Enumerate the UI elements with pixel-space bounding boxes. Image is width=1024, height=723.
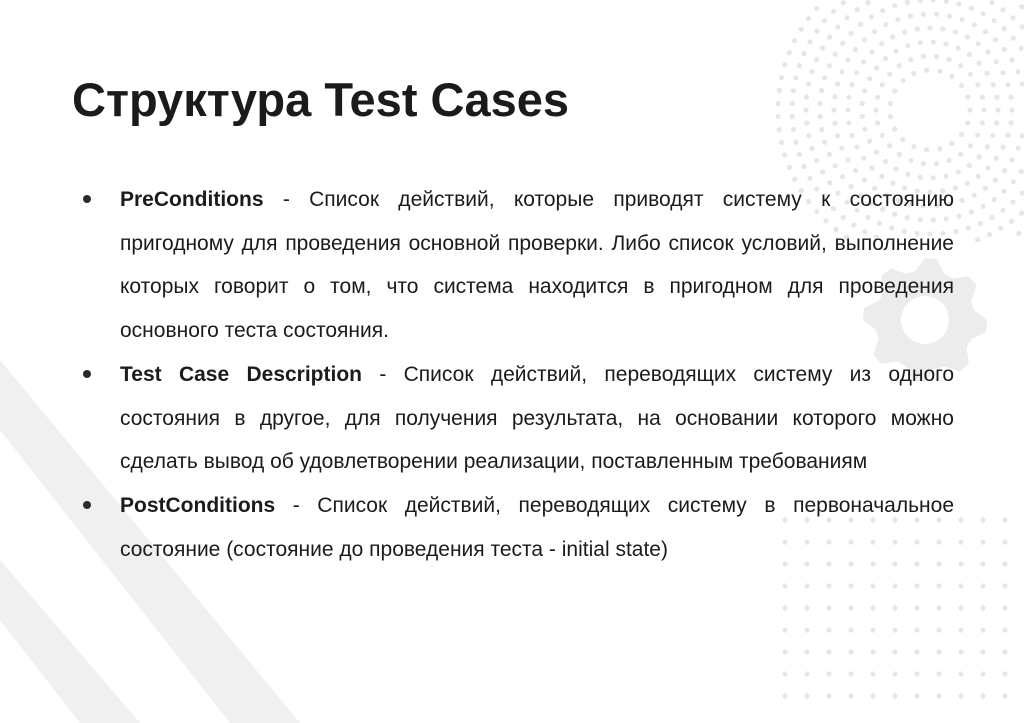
bullet-postconditions [80, 484, 954, 571]
diagonal-stripe [0, 560, 140, 723]
bullet-test-case-description [80, 353, 954, 484]
bullet-dot-icon [83, 195, 91, 203]
bullet-dot-icon [83, 370, 91, 378]
bullet-dot-icon [83, 501, 91, 509]
bullet-list [80, 178, 954, 571]
bullet-description: - Список действий, переводящих систему в первоначальное состояние (состояние до проведения теста - initial state) [120, 493, 954, 561]
bullet-preconditions [80, 178, 954, 353]
bullet-description: - Список действий, которые приводят систему к состоянию пригодному для проведения основной проверки. Либо список условий, выполнение которых говорит о том, что система находится в пригодном для проведения основного теста состояния. [120, 188, 954, 343]
slide-title: Структура Test Cases [72, 73, 570, 126]
bullet-description: - Список действий, переводящих систему из одного состояния в другое, для получения результата, на основании которого можно сделать вывод об удовлетворении реализации, поставленным требованиям [120, 362, 954, 474]
bullet-term: PreConditions [120, 188, 264, 211]
bullet-term: Test Case Description [120, 362, 362, 386]
bullet-term: PostConditions [120, 493, 276, 517]
